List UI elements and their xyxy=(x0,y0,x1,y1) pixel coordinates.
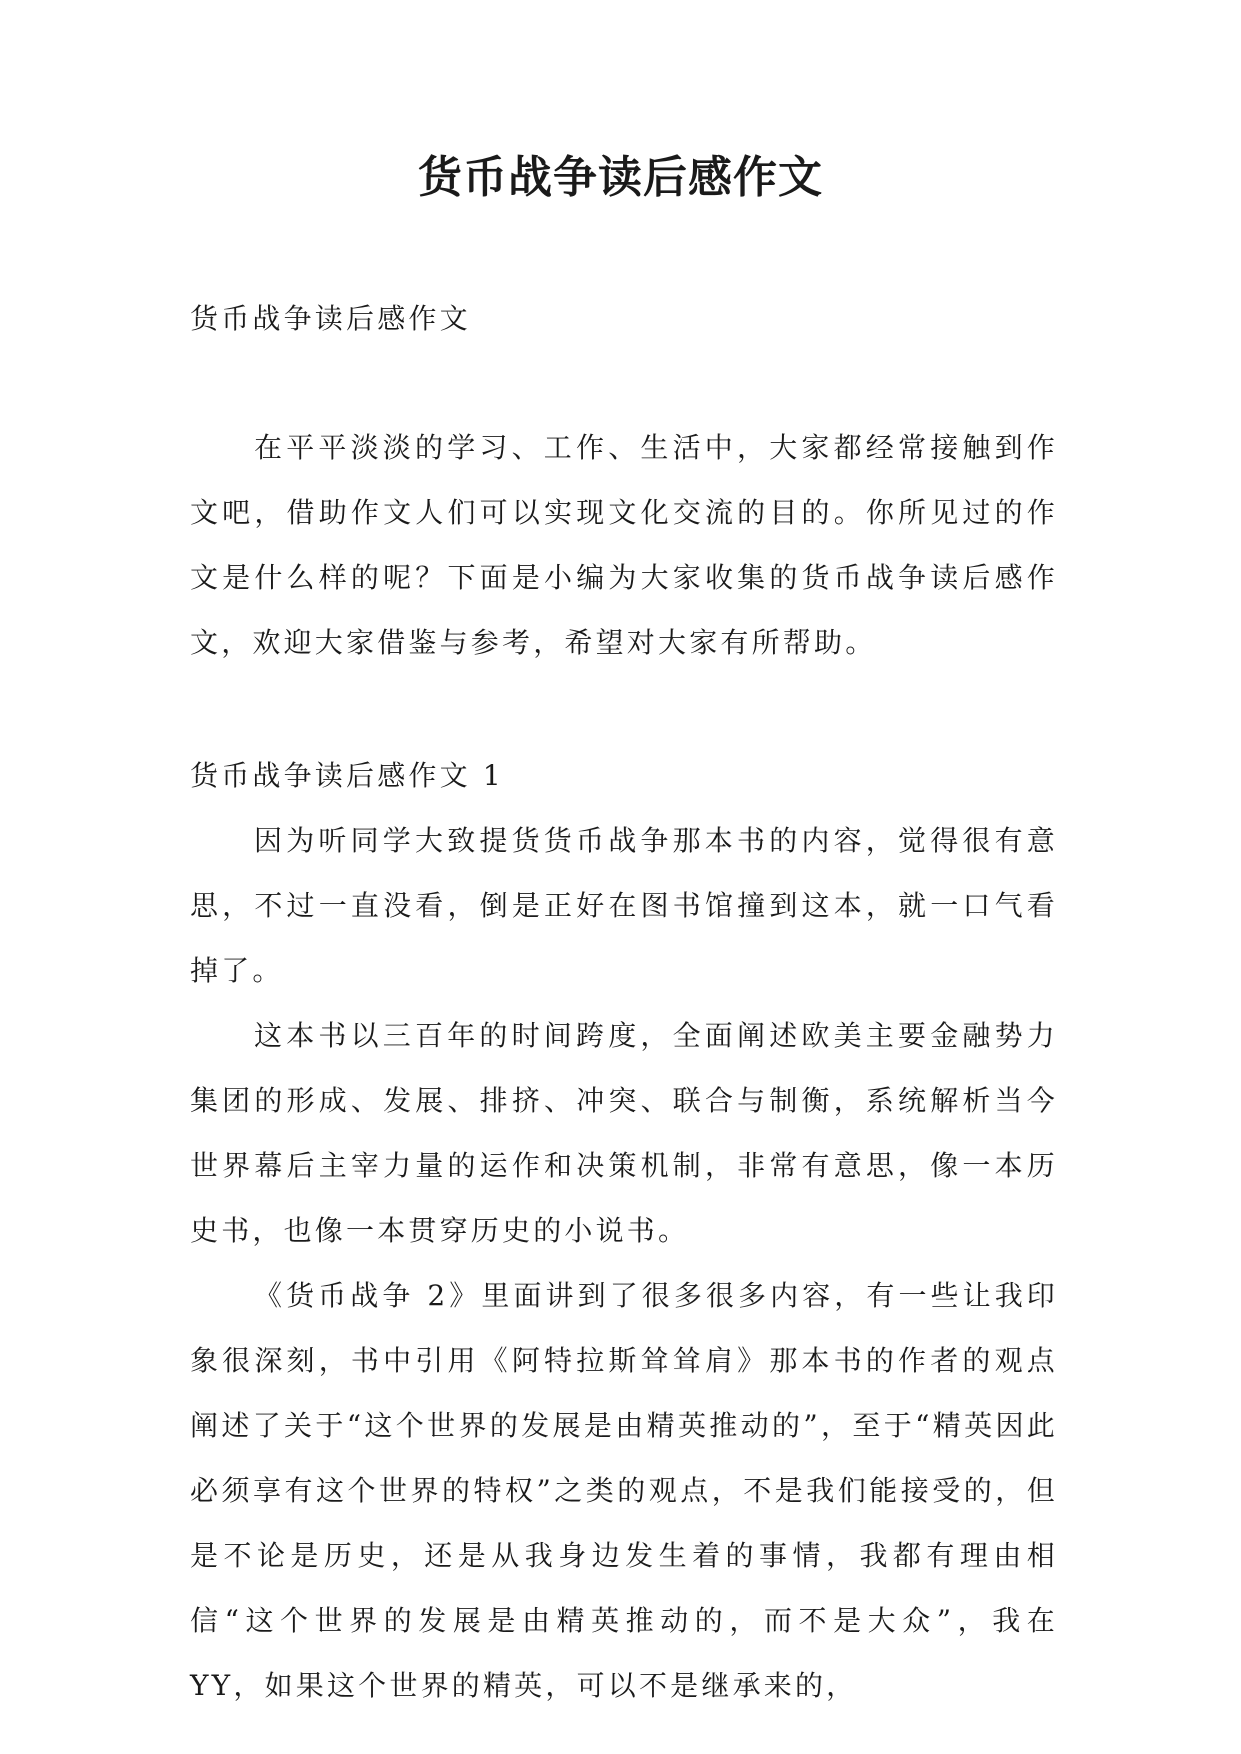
spacer xyxy=(190,351,1058,415)
body-paragraph: 这本书以三百年的时间跨度，全面阐述欧美主要金融势力集团的形成、发展、排挤、冲突、联合与制衡，系统解析当今世界幕后主宰力量的运作和决策机制，非常有意思，像一本历史书，也像一本贯穿历史的小说书。 xyxy=(190,1019,1058,1247)
document-body xyxy=(190,286,1058,1718)
document-subtitle: 货币战争读后感作文 xyxy=(190,302,471,335)
body-paragraph: 因为听同学大致提货货币战争那本书的内容，觉得很有意思，不过一直没看，倒是正好在图书馆撞到这本，就一口气看掉了。 xyxy=(190,824,1058,987)
spacer xyxy=(190,675,1058,743)
section-heading: 货币战争读后感作文 1 xyxy=(190,759,504,792)
document-title: 货币战争读后感作文 xyxy=(418,152,823,203)
intro-paragraph: 在平平淡淡的学习、工作、生活中，大家都经常接触到作文吧，借助作文人们可以实现文化交流的目的。你所见过的作文是什么样的呢？下面是小编为大家收集的货币战争读后感作文，欢迎大家借鉴与参考，希望对大家有所帮助。 xyxy=(190,431,1058,659)
body-paragraph: 《货币战争 2》里面讲到了很多很多内容，有一些让我印象很深刻，书中引用《阿特拉斯耸耸肩》那本书的作者的观点阐述了关于“这个世界的发展是由精英推动的”，至于“精英因此必须享有这个世界的特权”之类的观点，不是我们能接受的，但是不论是历史，还是从我身边发生着的事情，我都有理由相信“这个世界的发展是由精英推动的，而不是大众”，我在 YY，如果这个世界的精英，可以不是继承来的， xyxy=(190,1279,1058,1702)
